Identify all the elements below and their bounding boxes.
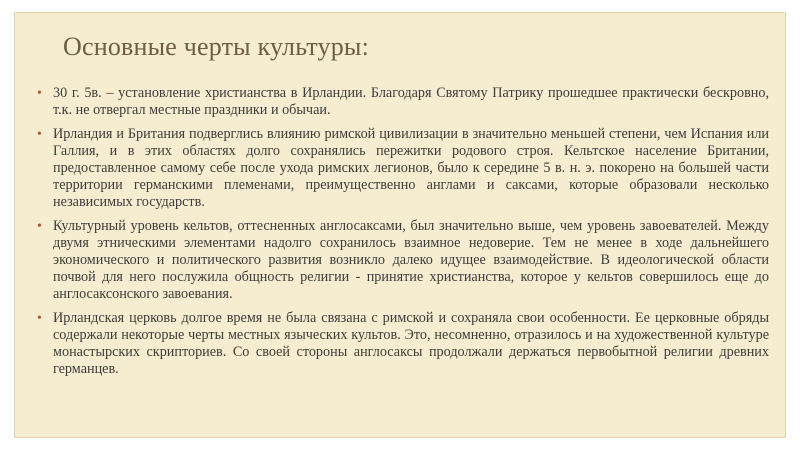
slide-title: Основные черты культуры: — [63, 32, 370, 61]
bullet-marker: • — [37, 127, 42, 142]
slide — [14, 12, 786, 438]
bullet-item — [37, 310, 769, 378]
bullet-text: 30 г. 5в. – установление христианства в Ирландии. Благодаря Святому Патрику прошедшее практически бескровно, т.к. не отвергал местные праздники и обычаи. — [53, 85, 769, 118]
bullet-text: Ирландская церковь долгое время не была связана с римской и сохраняла свои особенности. Ее церковные обряды содержали некоторые черты местных языческих культов. Это, несомненно, отразилось и на художественной культуре монастырских скрипториев. Со своей стороны англосаксы продолжали держаться первобытной религии древних германцев. — [53, 310, 769, 377]
bullet-text: Ирландия и Британия подверглись влиянию римской цивилизации в значительно меньшей степени, чем Испания или Галлия, и в этих областях долго сохранялись пережитки родового строя. Кельтское население Британии, предоставленное самому себе после ухода римских легионов, было к середине 5 в. н. э. покорено на большей части территории германскими племенами, преимущественно англами и саксами, которые образовали несколько независимых государств. — [53, 126, 769, 210]
bullet-text: Культурный уровень кельтов, оттесненных англосаксами, был значительно выше, чем уровень завоевателей. Между двумя этническими элементами надолго сохранилось взаимное недоверие. Тем не менее в ходе дальнейшего экономического и политического развития возникло далеко идущее взаимодействие. В идеологической области почвой для него послужила общность религии - принятие христианства, которое у кельтов совершилось еще до англосаксонского завоевания. — [53, 218, 769, 302]
bullet-marker: • — [37, 311, 42, 326]
bullet-list — [37, 85, 769, 385]
bullet-item — [37, 126, 769, 211]
bullet-marker: • — [37, 219, 42, 234]
bullet-marker: • — [37, 86, 42, 101]
bullet-item — [37, 85, 769, 119]
bullet-item — [37, 218, 769, 303]
